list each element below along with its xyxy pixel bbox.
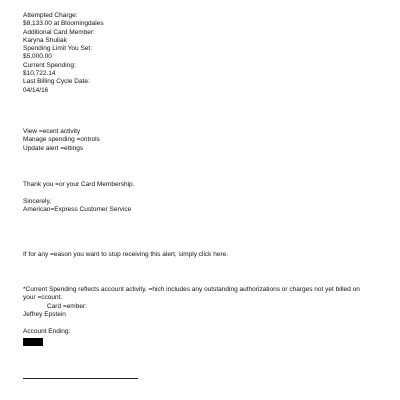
footnote-line-2: your =ccount. bbox=[23, 294, 63, 302]
additional-member-value: Karyna Shuliak bbox=[23, 36, 67, 44]
signature-text: American=Express Customer Service bbox=[23, 206, 132, 214]
billing-cycle-value: 04/14/16 bbox=[23, 86, 49, 94]
attempted-charge-label: Attempted Charge: bbox=[23, 12, 78, 19]
spending-limit-label: Spending Limit You Set: bbox=[23, 45, 93, 53]
update-settings-link[interactable]: Update alert =ettings bbox=[23, 144, 84, 152]
view-activity-link[interactable]: View =ecent activity bbox=[23, 128, 81, 135]
sincerely-text: Sincerely, bbox=[23, 198, 52, 205]
closing-signature bbox=[23, 198, 131, 215]
redaction-block bbox=[23, 338, 43, 346]
footnote bbox=[23, 286, 360, 319]
card-member-value: Jeffrey Epstein bbox=[23, 310, 66, 318]
account-ending bbox=[23, 328, 70, 346]
account-ending-label: Account Ending: bbox=[23, 328, 71, 335]
billing-cycle-label: Last Billing Cycle Date: bbox=[23, 78, 90, 86]
current-spending-label: Current Spending: bbox=[23, 61, 76, 69]
thank-you-text: Thank you =or your Card Membership. bbox=[23, 181, 135, 188]
spending-limit-value: $5,000.00 bbox=[23, 53, 52, 61]
divider-line bbox=[23, 378, 138, 379]
stop-alert-link[interactable]: If for any =eason you want to stop receiving this alert, simply click here. bbox=[23, 251, 229, 258]
action-links bbox=[23, 128, 100, 153]
alert-details bbox=[23, 12, 104, 95]
current-spending-value: $10,722.14 bbox=[23, 70, 56, 78]
footnote-line-1: *Current Spending reflects account activity, =hich includes any outstanding authorizations or charges not yet billed on bbox=[23, 286, 360, 293]
manage-spending-link[interactable]: Manage spending =ontrols bbox=[23, 136, 100, 144]
additional-member-label: Additional Card Member: bbox=[23, 28, 95, 36]
attempted-charge-value: $8,133.00 at Bloomingdales bbox=[23, 20, 104, 28]
card-member-label: Card =ember: bbox=[47, 302, 87, 310]
